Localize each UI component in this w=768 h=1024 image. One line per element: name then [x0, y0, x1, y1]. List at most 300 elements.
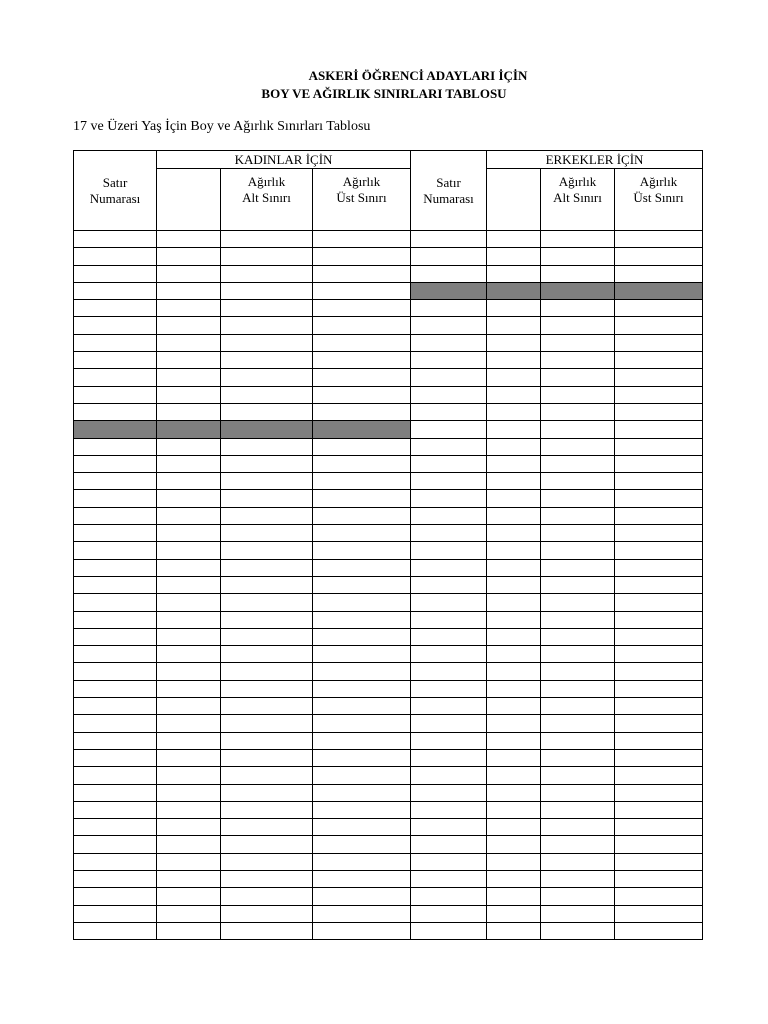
men-cell — [487, 490, 541, 507]
women-cell — [221, 801, 313, 818]
men-cell — [615, 594, 703, 611]
women-cell — [221, 282, 313, 299]
table-row — [74, 611, 703, 628]
women-cell — [313, 836, 411, 853]
women-cell — [221, 352, 313, 369]
document-title-line-1: ASKERİ ÖĞRENCİ ADAYLARI İÇİN — [308, 68, 528, 83]
men-cell — [541, 265, 615, 282]
women-cell — [74, 334, 157, 351]
men-cell — [411, 905, 487, 922]
women-cell — [313, 646, 411, 663]
header-text-line: Alt Sınırı — [242, 190, 291, 205]
men-cell — [411, 386, 487, 403]
women-cell — [313, 334, 411, 351]
table-row — [74, 853, 703, 870]
men-cell — [411, 576, 487, 593]
women-cell — [74, 646, 157, 663]
men-cell — [487, 611, 541, 628]
women-cell — [313, 663, 411, 680]
women-cell — [74, 611, 157, 628]
men-cell — [411, 767, 487, 784]
table-row — [74, 334, 703, 351]
table-row — [74, 300, 703, 317]
women-cell — [74, 888, 157, 905]
men-cell — [615, 455, 703, 472]
table-row — [74, 749, 703, 766]
men-cell — [487, 421, 541, 438]
table-row — [74, 576, 703, 593]
women-cell — [157, 646, 221, 663]
men-cell — [411, 300, 487, 317]
men-cell — [411, 611, 487, 628]
men-cell — [487, 507, 541, 524]
women-cell — [313, 819, 411, 836]
women-cell — [313, 507, 411, 524]
men-cell — [615, 905, 703, 922]
men-cell — [541, 888, 615, 905]
table-row — [74, 767, 703, 784]
women-cell — [313, 282, 411, 299]
women-cell — [157, 231, 221, 248]
men-cell — [541, 282, 615, 299]
women-cell — [221, 334, 313, 351]
header-text-line: Ağırlık — [247, 174, 286, 189]
men-cell — [411, 352, 487, 369]
men-cell — [541, 300, 615, 317]
women-cell — [74, 542, 157, 559]
women-cell — [221, 576, 313, 593]
women-cell — [74, 594, 157, 611]
men-cell — [541, 784, 615, 801]
table-row — [74, 248, 703, 265]
women-cell — [313, 853, 411, 870]
women-cell — [157, 663, 221, 680]
men-cell — [615, 438, 703, 455]
men-cell — [541, 819, 615, 836]
women-cell — [157, 715, 221, 732]
women-cell — [157, 507, 221, 524]
men-cell — [541, 369, 615, 386]
men-cell — [615, 317, 703, 334]
table-row — [74, 455, 703, 472]
women-cell — [74, 559, 157, 576]
header-text-line: Satır — [436, 174, 461, 190]
women-cell — [313, 922, 411, 939]
women-cell — [313, 732, 411, 749]
women-cell — [74, 507, 157, 524]
women-cell — [221, 819, 313, 836]
women-cell — [157, 576, 221, 593]
men-cell — [411, 836, 487, 853]
women-cell — [157, 559, 221, 576]
women-cell — [313, 265, 411, 282]
men-cell — [411, 663, 487, 680]
women-cell — [313, 438, 411, 455]
men-cell — [541, 576, 615, 593]
men-cell — [487, 576, 541, 593]
men-cell — [487, 663, 541, 680]
document-title-line-2: BOY VE AĞIRLIK SINIRLARI TABLOSU — [261, 86, 507, 101]
women-cell — [74, 853, 157, 870]
women-cell — [74, 300, 157, 317]
women-cell — [221, 525, 313, 542]
women-cell — [74, 455, 157, 472]
women-cell — [157, 698, 221, 715]
women-cell — [313, 352, 411, 369]
table-row — [74, 922, 703, 939]
men-cell — [411, 922, 487, 939]
men-cell — [541, 542, 615, 559]
women-cell — [313, 403, 411, 420]
table-row — [74, 698, 703, 715]
men-cell — [487, 352, 541, 369]
women-cell — [157, 836, 221, 853]
table-row — [74, 905, 703, 922]
women-cell — [74, 248, 157, 265]
women-cell — [157, 300, 221, 317]
women-cell — [74, 421, 157, 438]
women-cell — [157, 853, 221, 870]
height-weight-limits-table — [73, 150, 703, 940]
women-cell — [74, 698, 157, 715]
men-cell — [487, 646, 541, 663]
women-cell — [157, 767, 221, 784]
women-cell — [74, 265, 157, 282]
men-cell — [541, 611, 615, 628]
women-cell — [74, 836, 157, 853]
men-cell — [615, 749, 703, 766]
table-row — [74, 715, 703, 732]
men-cell — [487, 438, 541, 455]
men-cell — [615, 490, 703, 507]
men-cell — [541, 525, 615, 542]
header-text-line: Numarası — [89, 190, 141, 206]
table-row — [74, 836, 703, 853]
men-cell — [411, 853, 487, 870]
men-cell — [487, 905, 541, 922]
women-cell — [74, 438, 157, 455]
men-cell — [411, 542, 487, 559]
women-weight-upper-header — [313, 169, 411, 231]
women-cell — [157, 870, 221, 887]
men-cell — [541, 698, 615, 715]
table-row — [74, 628, 703, 645]
men-cell — [411, 732, 487, 749]
women-cell — [221, 784, 313, 801]
men-cell — [541, 455, 615, 472]
table-row — [74, 421, 703, 438]
men-cell — [615, 473, 703, 490]
men-cell — [411, 888, 487, 905]
men-cell — [541, 836, 615, 853]
men-cell — [615, 732, 703, 749]
header-text-line: Ağırlık — [558, 174, 597, 189]
men-cell — [411, 801, 487, 818]
men-cell — [615, 698, 703, 715]
women-cell — [221, 836, 313, 853]
women-cell — [74, 473, 157, 490]
women-cell — [313, 715, 411, 732]
women-cell — [221, 853, 313, 870]
men-cell — [411, 784, 487, 801]
men-cell — [487, 386, 541, 403]
header-text-line: Numarası — [423, 190, 474, 206]
men-cell — [615, 369, 703, 386]
table-row — [74, 819, 703, 836]
men-cell — [487, 922, 541, 939]
men-cell — [487, 282, 541, 299]
men-cell — [487, 784, 541, 801]
men-cell — [615, 628, 703, 645]
women-cell — [221, 767, 313, 784]
men-cell — [411, 646, 487, 663]
table-row — [74, 594, 703, 611]
men-weight-upper-header — [615, 169, 703, 231]
women-cell — [313, 905, 411, 922]
women-cell — [313, 594, 411, 611]
men-cell — [541, 646, 615, 663]
men-cell — [615, 888, 703, 905]
men-cell — [411, 819, 487, 836]
table-row — [74, 403, 703, 420]
men-cell — [487, 698, 541, 715]
men-cell — [541, 438, 615, 455]
men-cell — [487, 628, 541, 645]
men-cell — [541, 559, 615, 576]
women-cell — [157, 594, 221, 611]
men-cell — [541, 801, 615, 818]
men-cell — [411, 628, 487, 645]
men-cell — [411, 473, 487, 490]
men-cell — [615, 715, 703, 732]
men-cell — [615, 334, 703, 351]
women-row-number-header — [74, 151, 157, 231]
women-cell — [74, 576, 157, 593]
women-cell — [74, 905, 157, 922]
men-cell — [487, 403, 541, 420]
table-row — [74, 646, 703, 663]
women-cell — [157, 819, 221, 836]
men-cell — [615, 767, 703, 784]
men-cell — [541, 248, 615, 265]
header-text-line: Üst Sınırı — [336, 190, 387, 205]
women-weight-lower-header — [221, 169, 313, 231]
women-cell — [221, 300, 313, 317]
men-cell — [541, 853, 615, 870]
men-cell — [615, 836, 703, 853]
men-cell — [541, 386, 615, 403]
men-cell — [487, 542, 541, 559]
table-row — [74, 231, 703, 248]
table-row — [74, 317, 703, 334]
men-cell — [541, 732, 615, 749]
women-cell — [221, 231, 313, 248]
women-cell — [157, 265, 221, 282]
women-cell — [313, 473, 411, 490]
women-cell — [157, 403, 221, 420]
men-weight-lower-header — [541, 169, 615, 231]
women-cell — [157, 905, 221, 922]
header-text-line: Alt Sınırı — [553, 190, 602, 205]
women-cell — [313, 576, 411, 593]
men-cell — [411, 282, 487, 299]
men-cell — [487, 455, 541, 472]
women-cell — [313, 231, 411, 248]
table-row — [74, 525, 703, 542]
men-cell — [615, 663, 703, 680]
men-cell — [541, 490, 615, 507]
men-cell — [541, 870, 615, 887]
women-cell — [313, 680, 411, 697]
men-cell — [411, 438, 487, 455]
table-row — [74, 473, 703, 490]
men-cell — [487, 594, 541, 611]
men-cell — [615, 870, 703, 887]
women-cell — [157, 888, 221, 905]
women-cell — [313, 628, 411, 645]
men-cell — [411, 490, 487, 507]
women-cell — [74, 663, 157, 680]
men-cell — [487, 680, 541, 697]
men-cell — [541, 628, 615, 645]
men-cell — [615, 265, 703, 282]
table-caption: 17 ve Üzeri Yaş İçin Boy ve Ağırlık Sınırları Tablosu — [73, 119, 371, 134]
men-cell — [615, 680, 703, 697]
men-cell — [615, 386, 703, 403]
women-cell — [313, 525, 411, 542]
women-cell — [221, 403, 313, 420]
table-row — [74, 265, 703, 282]
men-cell — [411, 369, 487, 386]
men-cell — [541, 352, 615, 369]
women-cell — [74, 680, 157, 697]
table-body — [74, 231, 703, 940]
women-cell — [221, 698, 313, 715]
women-cell — [221, 455, 313, 472]
men-cell — [615, 646, 703, 663]
women-cell — [313, 888, 411, 905]
men-cell — [541, 749, 615, 766]
men-cell — [487, 749, 541, 766]
table-row — [74, 490, 703, 507]
women-cell — [74, 490, 157, 507]
men-cell — [487, 231, 541, 248]
men-cell — [411, 698, 487, 715]
men-cell — [541, 421, 615, 438]
men-cell — [487, 801, 541, 818]
women-cell — [74, 801, 157, 818]
men-height-header — [487, 169, 541, 231]
women-cell — [74, 732, 157, 749]
women-cell — [74, 403, 157, 420]
men-cell — [541, 507, 615, 524]
women-cell — [157, 628, 221, 645]
men-cell — [615, 421, 703, 438]
women-cell — [74, 525, 157, 542]
women-cell — [74, 870, 157, 887]
women-cell — [74, 922, 157, 939]
men-cell — [615, 507, 703, 524]
men-cell — [487, 870, 541, 887]
men-cell — [487, 300, 541, 317]
women-cell — [74, 282, 157, 299]
women-cell — [313, 749, 411, 766]
men-cell — [487, 265, 541, 282]
men-cell — [487, 732, 541, 749]
women-cell — [313, 767, 411, 784]
table-row — [74, 870, 703, 887]
women-cell — [74, 715, 157, 732]
men-cell — [541, 680, 615, 697]
men-cell — [487, 767, 541, 784]
women-height-header — [157, 169, 221, 231]
women-cell — [157, 282, 221, 299]
women-cell — [74, 749, 157, 766]
table-row — [74, 784, 703, 801]
women-cell — [157, 473, 221, 490]
women-cell — [157, 352, 221, 369]
men-cell — [615, 300, 703, 317]
men-cell — [615, 231, 703, 248]
men-cell — [487, 559, 541, 576]
women-cell — [221, 905, 313, 922]
women-cell — [221, 473, 313, 490]
men-cell — [541, 594, 615, 611]
header-text-line: Ağırlık — [342, 174, 381, 189]
table-row — [74, 680, 703, 697]
women-cell — [221, 421, 313, 438]
women-cell — [157, 922, 221, 939]
men-cell — [487, 317, 541, 334]
men-cell — [487, 819, 541, 836]
women-cell — [157, 317, 221, 334]
women-cell — [157, 749, 221, 766]
men-cell — [615, 559, 703, 576]
men-cell — [615, 248, 703, 265]
women-cell — [157, 611, 221, 628]
women-cell — [221, 507, 313, 524]
women-cell — [157, 455, 221, 472]
women-cell — [157, 732, 221, 749]
men-cell — [487, 334, 541, 351]
women-cell — [221, 663, 313, 680]
men-cell — [411, 421, 487, 438]
men-cell — [615, 403, 703, 420]
men-cell — [541, 231, 615, 248]
men-cell — [487, 473, 541, 490]
men-cell — [411, 507, 487, 524]
men-cell — [615, 282, 703, 299]
women-cell — [221, 317, 313, 334]
women-cell — [74, 784, 157, 801]
table-row — [74, 559, 703, 576]
women-cell — [74, 317, 157, 334]
header-text-line: Ağırlık — [639, 174, 678, 189]
women-cell — [313, 490, 411, 507]
women-cell — [313, 317, 411, 334]
women-cell — [221, 490, 313, 507]
women-cell — [157, 680, 221, 697]
women-cell — [221, 611, 313, 628]
women-cell — [157, 490, 221, 507]
women-cell — [157, 525, 221, 542]
women-cell — [221, 265, 313, 282]
women-cell — [221, 248, 313, 265]
men-cell — [615, 576, 703, 593]
men-cell — [487, 248, 541, 265]
men-cell — [411, 749, 487, 766]
table-row — [74, 369, 703, 386]
